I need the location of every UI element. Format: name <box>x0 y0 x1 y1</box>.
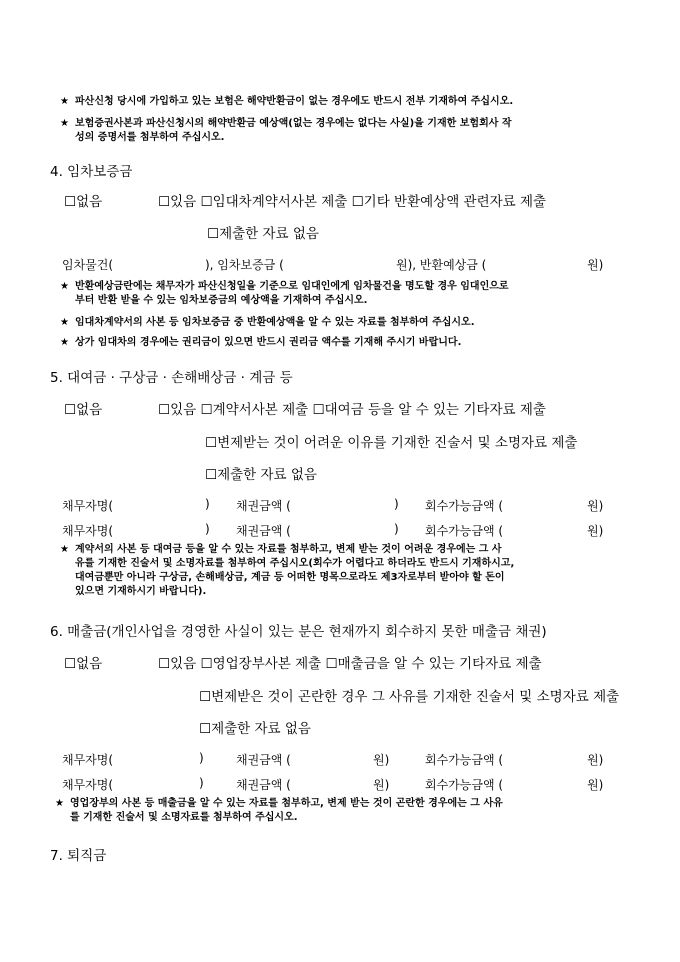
star-icon: ★ <box>60 281 69 292</box>
s5-row1-debtor: 채무자명( <box>62 499 114 513</box>
s6-row2-amount: 채권금액 ( <box>236 778 291 792</box>
section-4-heading: 4. 임차보증금 <box>50 164 133 180</box>
s6-row1-amount-won: 원) <box>373 753 390 767</box>
s6-row1-won: 원) <box>587 753 604 767</box>
star-icon: ★ <box>60 317 69 328</box>
s5-note-1: ★ 계약서의 사본 등 대여금 등을 알 수 있는 자료를 첨부하고, 변제 받는 것이 어려운 경우에는 그 사 유를 기재한 진술서 및 소명자료를 첨부하여 주십시오(회수가 어렵다고 하더라도 반드시 기재하시고, 대여금뿐만 아니라 구상금, 손해배상금, 계금 등 어떠한 명목으로라도 제3자로부터 받아야 할 돈이 있으면 기재하시기 바랍니다). <box>60 544 515 597</box>
section-5-heading: 5. 대여금 · 구상금 · 손해배상금 · 계금 등 <box>50 370 293 386</box>
s4-row-label-deposit: ), 임차보증금 ( <box>205 258 284 272</box>
s6-row2-won: 원) <box>587 778 604 792</box>
s4-row-label-refund: 원), 반환예상금 ( <box>396 258 487 272</box>
s6-row1-debtor: 채무자명( <box>62 753 114 767</box>
s5-row2-amount: 채권금액 ( <box>236 524 291 538</box>
s5-row1-amount-close: ) <box>394 497 399 511</box>
s5-option-difficult[interactable]: ☐변제받는 것이 어려운 이유를 기재한 진술서 및 소명자료 제출 <box>205 435 578 451</box>
s5-option-yes[interactable]: ☐있음 ☐계약서사본 제출 ☐대여금 등을 알 수 있는 기타자료 제출 <box>158 402 546 418</box>
note-insurance-2: ★ 보험증권사본과 파산신청시의 해약반환금 예상액(없는 경우에는 없다는 사실)을 기재한 보험회사 작 성의 증명서를 첨부하여 주십시오. <box>60 118 512 143</box>
section-6-heading: 6. 매출금(개인사업을 경영한 사실이 있는 분은 현재까지 회수하지 못한 매출금 채권) <box>50 624 547 640</box>
s6-note-1: ★ 영업장부의 사본 등 매출금을 알 수 있는 자료를 첨부하고, 변제 받는 것이 곤란한 경우에는 그 사유 를 기재한 진술서 및 소명자료를 첨부하여 주십시오. <box>55 798 503 823</box>
star-icon: ★ <box>60 118 69 129</box>
s6-option-difficult[interactable]: ☐변제받은 것이 곤란한 경우 그 사유를 기재한 진술서 및 소명자료 제출 <box>199 689 620 705</box>
s5-row2-recoverable: 회수가능금액 ( <box>425 524 504 538</box>
s5-row2-debtor: 채무자명( <box>62 524 114 538</box>
star-icon: ★ <box>55 798 64 809</box>
s5-row1-close: ) <box>205 497 210 511</box>
s6-option-yes[interactable]: ☐있음 ☐영업장부사본 제출 ☐매출금을 알 수 있는 기타자료 제출 <box>158 656 542 672</box>
s6-row2-recoverable: 회수가능금액 ( <box>425 778 504 792</box>
s6-option-none[interactable]: ☐없음 <box>64 656 103 672</box>
s6-option-no-document[interactable]: ☐제출한 자료 없음 <box>199 721 311 737</box>
s4-option-no-document[interactable]: ☐제출한 자료 없음 <box>207 226 319 242</box>
star-icon: ★ <box>60 337 69 348</box>
s5-row2-amount-close: ) <box>394 522 399 536</box>
s4-option-none[interactable]: ☐없음 <box>64 194 103 210</box>
s5-row2-close: ) <box>205 522 210 536</box>
s5-row1-amount: 채권금액 ( <box>236 499 291 513</box>
s6-row2-debtor: 채무자명( <box>62 778 114 792</box>
s5-row2-won: 원) <box>587 524 604 538</box>
star-icon: ★ <box>60 544 69 555</box>
section-7-heading: 7. 퇴직금 <box>50 848 107 864</box>
s4-option-yes[interactable]: ☐있음 ☐임대차계약서사본 제출 ☐기타 반환예상액 관련자료 제출 <box>158 194 547 210</box>
s5-option-none[interactable]: ☐없음 <box>64 402 103 418</box>
s6-row2-close: ) <box>199 776 204 790</box>
s4-row-label-won: 원) <box>587 258 604 272</box>
s4-note-1: ★ 반환예상금란에는 채무자가 파산신청일을 기준으로 임대인에게 임차물건을 명도할 경우 임대인으로 부터 반환 받을 수 있는 임차보증금의 예상액을 기재하여 주십시오. <box>60 281 509 306</box>
s5-option-no-document[interactable]: ☐제출한 자료 없음 <box>205 467 317 483</box>
star-icon: ★ <box>60 96 69 107</box>
s6-row1-close: ) <box>199 751 204 765</box>
s6-row2-amount-won: 원) <box>373 778 390 792</box>
s5-row1-won: 원) <box>587 499 604 513</box>
s6-row1-recoverable: 회수가능금액 ( <box>425 753 504 767</box>
s6-row1-amount: 채권금액 ( <box>236 753 291 767</box>
s4-row-label-property: 임차물건( <box>62 258 114 272</box>
s5-row1-recoverable: 회수가능금액 ( <box>425 499 504 513</box>
